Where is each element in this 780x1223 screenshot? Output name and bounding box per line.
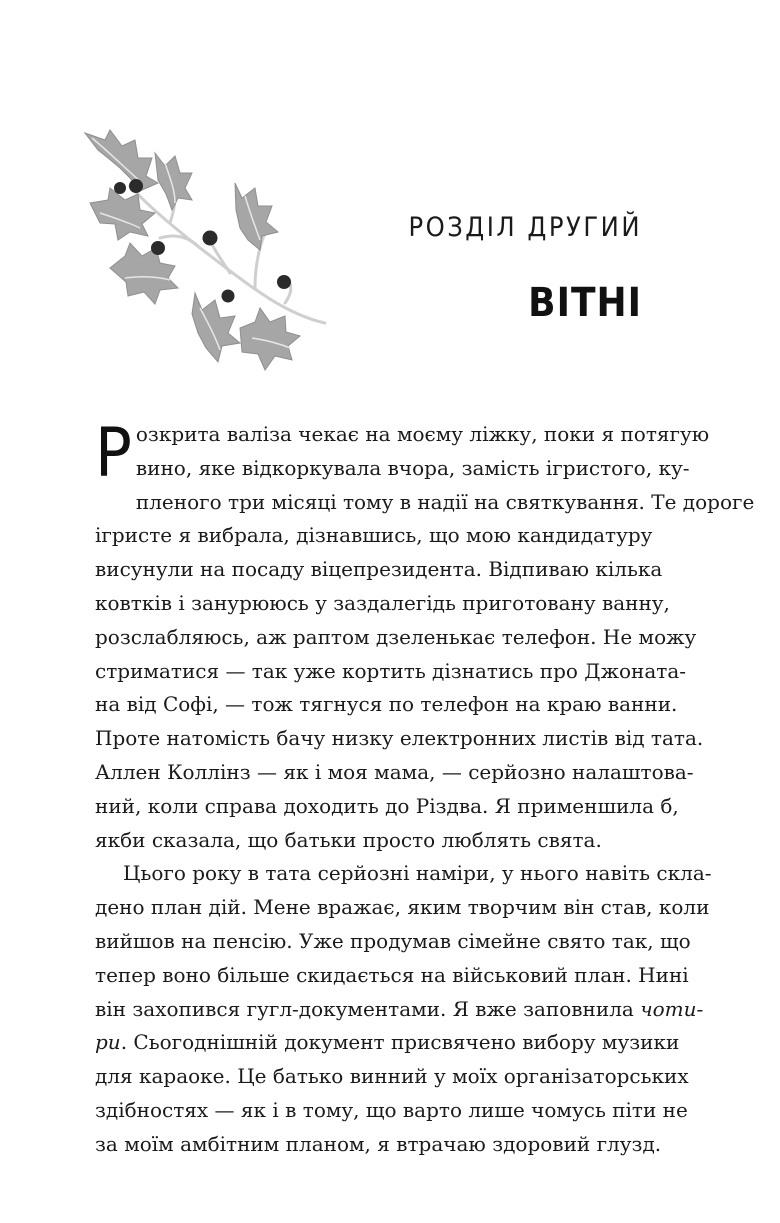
drop-cap: Р	[95, 414, 132, 493]
text-line: якби сказала, що батьки просто люблять свята.	[95, 827, 602, 852]
text-line: тепер воно більше скидається на військовий план. Нині	[95, 962, 689, 987]
italic-word: ри	[95, 1030, 121, 1055]
holly-leaf	[192, 293, 240, 362]
holly-leaf	[235, 183, 278, 250]
holly-berry	[222, 290, 235, 303]
text-line: пленого три місяці тому в надії на святкування. Те дороге	[135, 489, 755, 514]
holly-berry	[151, 241, 165, 255]
text-line: дено план дій. Мене вражає, яким творчим він став, коли	[95, 895, 710, 920]
chapter-body	[95, 414, 755, 1162]
text-line: Проте натомість бачу низку електронних листів від тата.	[95, 726, 704, 751]
text-line: Аллен Коллінз — як і моя мама, — серйозно налаштова-	[95, 759, 694, 784]
text-line: висунули на посаду віцепрезидента. Відпиваю кілька	[95, 557, 663, 582]
holly-leaves	[85, 130, 300, 370]
text-line-mixed	[95, 1026, 680, 1060]
holly-leaf	[90, 188, 155, 240]
text-line: ігристе я вибрала, дізнавшись, що мою кандидатуру	[95, 523, 653, 548]
text-line: стриматися — так уже кортить дізнатись про Джоната-	[95, 658, 687, 683]
text-line: Цього року в тата серйозні наміри, у нього навіть скла-	[123, 861, 712, 886]
text-line: ковтків і занурююсь у заздалегідь приготовану ванну,	[95, 590, 670, 615]
text-line: озкрита валіза чекає на моєму ліжку, поки я потягую	[135, 422, 710, 446]
holly-branch-illustration	[80, 128, 330, 378]
text-line: за моїм амбітним планом, я втрачаю здоровий глузд.	[95, 1131, 662, 1156]
text-segment: він захопився гугл-документами. Я вже заповнила	[95, 996, 634, 1021]
chapter-label: РОЗДІЛ ДРУГИЙ	[408, 212, 642, 243]
text-line: здібностях — як і в тому, що варто лише чомусь піти не	[95, 1097, 688, 1122]
holly-berry	[277, 275, 291, 289]
text-segment: . Сьогоднішній документ присвячено вибору музики	[120, 1030, 680, 1055]
text-line: на від Софі, — тож тягнуся по телефон на краю ванни.	[95, 692, 678, 717]
holly-berry	[203, 231, 218, 246]
holly-leaf	[85, 130, 158, 190]
holly-leaf	[110, 243, 178, 304]
text-line: ний, коли справа доходить до Різдва. Я применшила б,	[95, 793, 679, 818]
holly-berry	[129, 179, 143, 193]
text-line: розслабляюсь, аж раптом дзеленькає телефон. Не можу	[95, 624, 697, 649]
text-line-mixed	[95, 993, 704, 1027]
holly-leaf	[240, 308, 300, 370]
text-line: вино, яке відкоркувала вчора, замість ігристого, ку-	[135, 455, 690, 480]
text-line: вийшов на пенсію. Уже продумав сімейне свято так, що	[95, 928, 691, 953]
holly-berry	[114, 182, 126, 194]
chapter-title: ВІТНІ	[528, 280, 642, 326]
italic-word: чоти-	[640, 996, 704, 1021]
holly-leaf	[155, 153, 192, 210]
text-line: для караоке. Це батько винний у моїх організаторських	[95, 1064, 689, 1089]
